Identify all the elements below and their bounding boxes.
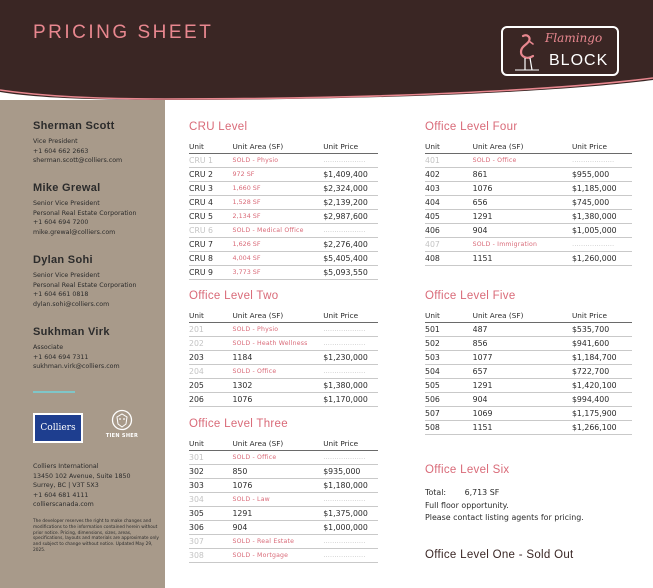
price-cell: ................... [572, 154, 632, 168]
table-row [189, 224, 378, 238]
unit-cell: 507 [425, 407, 473, 421]
unit-cell: 501 [425, 323, 473, 337]
agent-email[interactable]: sukhman.virk@colliers.com [33, 363, 120, 370]
price-cell: $535,700 [572, 323, 632, 337]
table-row [189, 168, 378, 182]
unit-cell: 403 [425, 182, 473, 196]
level-six-note: Full floor opportunity. [425, 500, 509, 510]
office-address [33, 462, 131, 510]
section-level-six [425, 464, 632, 525]
table-row [189, 154, 378, 168]
table-row [189, 493, 378, 507]
agent-card [33, 182, 136, 237]
pricing-table [189, 142, 378, 280]
price-cell: $1,005,000 [572, 224, 632, 238]
unit-cell: CRU 2 [189, 168, 232, 182]
level-six-contact-note: Please contact listing agents for pricing. [425, 513, 584, 522]
agent-phone[interactable]: +1 604 694 7311 [33, 353, 89, 361]
table-row [425, 210, 632, 224]
unit-cell: 402 [425, 168, 473, 182]
area-cell: 1184 [232, 351, 323, 365]
area-cell: 850 [232, 465, 323, 479]
price-cell: $1,170,000 [323, 393, 378, 407]
price-cell: ................... [323, 337, 378, 351]
price-cell: $1,175,900 [572, 407, 632, 421]
header [0, 0, 653, 100]
unit-cell: 306 [189, 521, 232, 535]
unit-cell: CRU 5 [189, 210, 232, 224]
price-cell: $955,000 [572, 168, 632, 182]
unit-cell: 506 [425, 393, 473, 407]
section-level-one-sold-out: Office Level One - Sold Out [425, 549, 574, 561]
agent-card [33, 120, 122, 166]
unit-cell: 304 [189, 493, 232, 507]
agent-phone[interactable]: +1 604 661 0818 [33, 291, 89, 298]
price-cell: $941,600 [572, 337, 632, 351]
table-row [425, 196, 632, 210]
page-title: PRICING SHEET [33, 22, 214, 43]
unit-cell: CRU 7 [189, 238, 232, 252]
table-row [189, 521, 378, 535]
price-cell: ................... [323, 365, 378, 379]
area-cell: 487 [473, 323, 572, 337]
col-area: Unit Area (SF) [473, 311, 572, 323]
area-cell: 1291 [473, 210, 572, 224]
price-cell: ................... [323, 154, 378, 168]
unit-cell: 201 [189, 323, 232, 337]
section-level-three [189, 418, 378, 563]
price-cell: $1,180,000 [323, 479, 378, 493]
area-cell: SOLD - Law [232, 493, 323, 507]
col-area: Unit Area (SF) [232, 142, 323, 154]
price-cell: ................... [323, 224, 378, 238]
area-cell: 1077 [473, 351, 572, 365]
table-row [425, 154, 632, 168]
area-cell: 904 [473, 224, 572, 238]
teal-divider [33, 391, 75, 393]
table-row [189, 238, 378, 252]
pricing-table [189, 439, 378, 563]
agent-phone[interactable]: +1 604 694 7200 [33, 219, 89, 226]
col-price: Unit Price [323, 311, 378, 323]
total-label: Total: [425, 488, 447, 497]
area-cell: 1151 [473, 421, 572, 435]
area-cell: 1151 [473, 252, 572, 266]
unit-cell: 406 [425, 224, 473, 238]
unit-cell: 505 [425, 379, 473, 393]
area-cell: 1,528 SF [232, 196, 323, 210]
logo-script-text: Flamingo [545, 31, 603, 45]
table-row [425, 337, 632, 351]
office-line: 13450 102 Avenue, Suite 1850 [33, 472, 131, 480]
agent-title: Vice President [33, 138, 78, 145]
area-cell: SOLD - Medical Office [232, 224, 323, 238]
table-row [189, 549, 378, 563]
price-cell: $5,405,400 [323, 252, 378, 266]
flamingo-icon [509, 32, 543, 72]
area-cell: 972 SF [232, 168, 323, 182]
area-cell: SOLD - Office [232, 365, 323, 379]
price-cell: $1,380,000 [572, 210, 632, 224]
col-area: Unit Area (SF) [232, 311, 323, 323]
table-row [189, 365, 378, 379]
area-cell: 2,134 SF [232, 210, 323, 224]
price-cell: $1,260,000 [572, 252, 632, 266]
area-cell: SOLD - Immigration [473, 238, 572, 252]
price-cell: $1,230,000 [323, 351, 378, 365]
unit-cell: CRU 1 [189, 154, 232, 168]
area-cell: 4,004 SF [232, 252, 323, 266]
colliers-logo: Colliers [33, 413, 83, 443]
table-row [189, 323, 378, 337]
table-row [425, 224, 632, 238]
unit-cell: CRU 3 [189, 182, 232, 196]
unit-cell: CRU 4 [189, 196, 232, 210]
table-row [189, 465, 378, 479]
office-phone[interactable]: +1 604 681 4111 [33, 491, 89, 499]
price-cell: $1,266,100 [572, 421, 632, 435]
col-unit: Unit [189, 439, 232, 451]
agent-name: Dylan Sohi [33, 254, 93, 266]
unit-cell: CRU 6 [189, 224, 232, 238]
tien-sher-text: TIEN SHER [105, 433, 139, 439]
area-cell: SOLD - Office [232, 451, 323, 465]
level-six-details [425, 487, 632, 525]
unit-cell: 205 [189, 379, 232, 393]
price-cell: $1,184,700 [572, 351, 632, 365]
table-row [189, 507, 378, 521]
lion-icon [111, 409, 133, 431]
table-row [425, 393, 632, 407]
price-cell: $2,987,600 [323, 210, 378, 224]
area-cell: 656 [473, 196, 572, 210]
flamingo-block-logo [501, 26, 619, 76]
agent-email[interactable]: sherman.scott@colliers.com [33, 157, 123, 164]
price-cell: $745,000 [572, 196, 632, 210]
area-cell: SOLD - Real Estate [232, 535, 323, 549]
tien-sher-logo [97, 409, 147, 449]
price-cell: ................... [572, 238, 632, 252]
office-website[interactable]: collierscanada.com [33, 501, 94, 509]
price-cell: $1,185,000 [572, 182, 632, 196]
contact-sidebar [0, 100, 165, 588]
agent-card [33, 326, 120, 372]
col-price: Unit Price [572, 311, 632, 323]
price-cell: $935,000 [323, 465, 378, 479]
col-area: Unit Area (SF) [473, 142, 572, 154]
area-cell: 1076 [232, 479, 323, 493]
price-cell: $722,700 [572, 365, 632, 379]
col-unit: Unit [425, 142, 473, 154]
price-cell: $2,139,200 [323, 196, 378, 210]
table-row [189, 182, 378, 196]
area-cell: 856 [473, 337, 572, 351]
price-cell: ................... [323, 549, 378, 563]
section-title: Office Level Four [425, 121, 518, 133]
unit-cell: 206 [189, 393, 232, 407]
unit-cell: 202 [189, 337, 232, 351]
table-row [425, 323, 632, 337]
table-row [425, 365, 632, 379]
unit-cell: 503 [425, 351, 473, 365]
col-price: Unit Price [323, 439, 378, 451]
agent-title: Personal Real Estate Corporation [33, 209, 137, 217]
table-row [189, 535, 378, 549]
col-unit: Unit [189, 142, 232, 154]
table-row [189, 379, 378, 393]
agent-title: Senior Vice President [33, 200, 100, 207]
section-level-two [189, 290, 378, 407]
price-cell: ................... [323, 451, 378, 465]
section-level-four [425, 121, 632, 266]
col-price: Unit Price [572, 142, 632, 154]
table-row [189, 479, 378, 493]
office-line: Colliers International [33, 463, 99, 470]
office-line: Surrey, BC | V3T 5X3 [33, 482, 99, 490]
table-row [425, 168, 632, 182]
col-unit: Unit [189, 311, 232, 323]
area-cell: 1076 [473, 182, 572, 196]
agent-name: Sukhman Virk [33, 326, 110, 338]
agent-title: Associate [33, 344, 64, 351]
price-cell: $1,409,400 [323, 168, 378, 182]
table-header-row [189, 142, 378, 154]
area-cell: 904 [232, 521, 323, 535]
level-six-total [425, 487, 632, 500]
col-unit: Unit [425, 311, 473, 323]
unit-cell: 204 [189, 365, 232, 379]
unit-cell: 502 [425, 337, 473, 351]
price-cell: $5,093,550 [323, 266, 378, 280]
unit-cell: CRU 8 [189, 252, 232, 266]
table-header-row [425, 142, 632, 154]
agent-email[interactable]: mike.grewal@colliers.com [33, 228, 116, 236]
table-header-row [189, 439, 378, 451]
section-title: Office Level Six [425, 464, 510, 476]
logo-block-text: BLOCK [549, 52, 609, 69]
area-cell: 904 [473, 393, 572, 407]
price-cell: $1,420,100 [572, 379, 632, 393]
price-cell: ................... [323, 323, 378, 337]
table-row [189, 196, 378, 210]
unit-cell: 203 [189, 351, 232, 365]
pricing-table [189, 311, 378, 407]
unit-cell: 401 [425, 154, 473, 168]
disclaimer: The developer reserves the right to make changes and modifications to the information contained herein without prior notice. Pricing, dimensions, sizes, areas, specifications, layouts and materials are approximate only and subject to change without notice. Updated May 29, 2025. [33, 519, 159, 553]
area-cell: 1,660 SF [232, 182, 323, 196]
unit-cell: 301 [189, 451, 232, 465]
area-cell: 1,626 SF [232, 238, 323, 252]
agent-name: Sherman Scott [33, 120, 115, 132]
price-cell: $1,380,000 [323, 379, 378, 393]
unit-cell: 405 [425, 210, 473, 224]
area-cell: 1069 [473, 407, 572, 421]
total-value: 6,713 SF [464, 488, 500, 497]
section-title: CRU Level [189, 121, 248, 133]
table-row [425, 252, 632, 266]
pricing-table [425, 311, 632, 435]
area-cell: 3,773 SF [232, 266, 323, 280]
unit-cell: 308 [189, 549, 232, 563]
agent-email[interactable]: dylan.sohi@colliers.com [33, 300, 110, 308]
unit-cell: 404 [425, 196, 473, 210]
section-title: Office Level Two [189, 290, 279, 302]
price-cell: $1,375,000 [323, 507, 378, 521]
table-row [189, 210, 378, 224]
area-cell: SOLD - Mortgage [232, 549, 323, 563]
table-row [189, 266, 378, 280]
unit-cell: 504 [425, 365, 473, 379]
table-row [189, 351, 378, 365]
price-cell: $994,400 [572, 393, 632, 407]
agent-phone[interactable]: +1 604 662 2663 [33, 147, 89, 155]
col-price: Unit Price [323, 142, 378, 154]
agent-title: Senior Vice President [33, 272, 100, 279]
section-level-five [425, 290, 632, 435]
unit-cell: 305 [189, 507, 232, 521]
table-row [189, 337, 378, 351]
area-cell: 657 [473, 365, 572, 379]
area-cell: SOLD - Physio [232, 323, 323, 337]
col-area: Unit Area (SF) [232, 439, 323, 451]
unit-cell: CRU 9 [189, 266, 232, 280]
unit-cell: 302 [189, 465, 232, 479]
table-row [425, 238, 632, 252]
table-row [425, 351, 632, 365]
table-row [425, 407, 632, 421]
section-title: Office Level Three [189, 418, 288, 430]
unit-cell: 407 [425, 238, 473, 252]
table-row [189, 252, 378, 266]
price-cell: $1,000,000 [323, 521, 378, 535]
table-row [189, 451, 378, 465]
section-cru [189, 121, 378, 280]
area-cell: 1291 [473, 379, 572, 393]
price-cell: ................... [323, 535, 378, 549]
table-row [425, 421, 632, 435]
agent-title: Personal Real Estate Corporation [33, 281, 137, 289]
price-cell: $2,276,400 [323, 238, 378, 252]
unit-cell: 508 [425, 421, 473, 435]
area-cell: SOLD - Heath Wellness [232, 337, 323, 351]
table-header-row [189, 311, 378, 323]
area-cell: 861 [473, 168, 572, 182]
price-cell: ................... [323, 493, 378, 507]
unit-cell: 408 [425, 252, 473, 266]
agent-card [33, 254, 136, 309]
table-header-row [425, 311, 632, 323]
pricing-table [425, 142, 632, 266]
table-row [425, 182, 632, 196]
unit-cell: 307 [189, 535, 232, 549]
table-row [425, 379, 632, 393]
agent-name: Mike Grewal [33, 182, 101, 194]
area-cell: 1076 [232, 393, 323, 407]
area-cell: 1302 [232, 379, 323, 393]
section-title: Office Level Five [425, 290, 516, 302]
area-cell: SOLD - Physio [232, 154, 323, 168]
price-cell: $2,324,000 [323, 182, 378, 196]
area-cell: 1291 [232, 507, 323, 521]
table-row [189, 393, 378, 407]
area-cell: SOLD - Office [473, 154, 572, 168]
unit-cell: 303 [189, 479, 232, 493]
